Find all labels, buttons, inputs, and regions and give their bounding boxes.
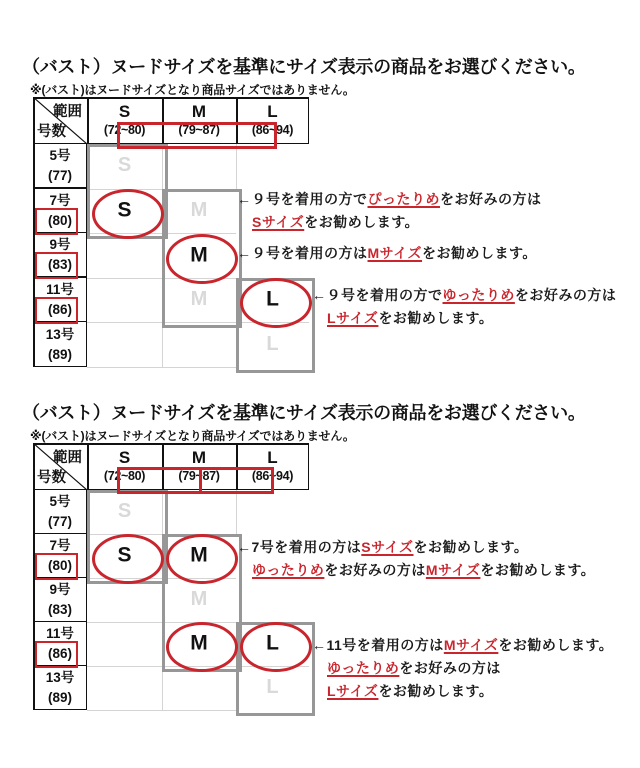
cell-size-letter-S: S — [117, 500, 132, 523]
annotation-text: をお好みの方は — [324, 562, 426, 578]
cell-size-letter-M: M — [190, 631, 208, 655]
header-size-label: L — [267, 448, 278, 467]
cell-size-letter-M: M — [190, 243, 208, 267]
corner-label-range: 範囲 — [53, 104, 82, 120]
header-bust-range: (79~87) — [178, 123, 220, 137]
annotation — [237, 536, 595, 582]
corner-label-gosu: 号数 — [37, 470, 66, 486]
chart2-note: ※(バスト)はヌードサイズとなり商品サイズではありません。 — [30, 429, 355, 443]
annotation-text: をお勧めします。 — [413, 539, 529, 555]
header-bust-range: (72~80) — [103, 123, 146, 137]
cell-size-letter-L: L — [266, 332, 279, 355]
annotation-line — [312, 634, 613, 657]
annotation-emphasis-text: ゆったりめ — [442, 287, 515, 303]
header-size-label: M — [191, 102, 207, 121]
row-size-number: 5号 — [49, 494, 71, 509]
annotation-text: をお好みの方は — [514, 287, 617, 303]
row-bust-value: (83) — [47, 257, 72, 273]
row-size-number: 11号 — [46, 626, 74, 641]
corner-label-gosu: 号数 — [37, 124, 66, 140]
header-bust-range: (86~94) — [251, 469, 294, 483]
annotation-emphasis-text: Mサイズ — [425, 562, 481, 578]
annotation-line — [252, 559, 595, 582]
row-size-number: 13号 — [45, 670, 75, 685]
row-size-number: 7号 — [49, 538, 71, 553]
annotation-text: ←９号を着用の方は — [237, 245, 368, 261]
annotation — [312, 634, 613, 703]
annotation-text: をお勧めします。 — [480, 562, 596, 578]
header-size-label: S — [118, 448, 131, 467]
bust-highlight-box — [35, 641, 78, 668]
annotation-emphasis-text: Lサイズ — [327, 310, 379, 326]
annotation-line — [237, 536, 595, 559]
cell-size-letter-M: M — [190, 543, 208, 567]
row-bust-value: (89) — [47, 690, 72, 705]
range-highlight-box — [199, 467, 274, 494]
row-size-number: 9号 — [49, 237, 71, 253]
row-bust-value: (86) — [47, 646, 72, 661]
annotation-text: ←９号を着用の方で — [312, 287, 443, 303]
annotation-emphasis-text: Lサイズ — [327, 683, 379, 699]
chart1-note: ※(バスト)はヌードサイズとなり商品サイズではありません。 — [30, 83, 355, 97]
annotation-emphasis-text: Mサイズ — [367, 245, 423, 261]
annotation-emphasis-text: Mサイズ — [443, 637, 499, 653]
annotation-line — [327, 680, 613, 703]
header-bust-range: (72~80) — [103, 469, 146, 483]
cell-size-letter-S: S — [117, 198, 132, 222]
bust-highlight-box — [35, 553, 78, 580]
chart1-title: （バスト）ヌードサイズを基準にサイズ表示の商品をお選びください。 — [22, 57, 586, 77]
annotation-text: をお勧めします。 — [498, 637, 614, 653]
grid-line — [236, 490, 237, 534]
row-bust-value: (77) — [47, 514, 72, 529]
annotation-line — [327, 657, 613, 680]
annotation-text: をお勧めします。 — [304, 214, 420, 230]
annotation-emphasis-text: Sサイズ — [252, 214, 305, 230]
annotation-emphasis-text: ゆったりめ — [327, 660, 400, 676]
annotation-text: をお勧めします。 — [422, 245, 537, 261]
cell-size-letter-S: S — [117, 543, 132, 567]
row-size-number: 9号 — [49, 582, 71, 597]
range-highlight-box — [117, 467, 202, 494]
row-bust-value: (77) — [47, 168, 72, 184]
row-bust-value: (83) — [47, 602, 72, 617]
row-size-number: 11号 — [46, 282, 74, 298]
header-corner-cell — [33, 443, 87, 490]
row-size-number: 5号 — [49, 148, 71, 164]
cell-size-letter-M: M — [190, 588, 208, 611]
annotation-text: をお好みの方は — [399, 660, 501, 676]
header-bust-range: (86~94) — [251, 123, 294, 137]
row-bust-value: (80) — [47, 212, 72, 228]
chart2-title: （バスト）ヌードサイズを基準にサイズ表示の商品をお選びください。 — [22, 403, 586, 423]
annotation-text: をお勧めします。 — [378, 310, 494, 326]
row-bust-value: (86) — [47, 302, 72, 318]
annotation-text: をお好みの方は — [440, 191, 542, 207]
cell-size-letter-L: L — [266, 631, 279, 655]
cell-size-letter-M: M — [190, 288, 208, 311]
row-size-number: 7号 — [49, 192, 71, 208]
annotation-emphasis-text: Sサイズ — [361, 539, 414, 555]
annotation-text: ←９号を着用の方で — [237, 191, 368, 207]
header-size-label: S — [118, 102, 131, 121]
grid-line — [87, 710, 236, 711]
annotation-text: ←7号を着用の方は — [237, 539, 362, 555]
annotation-emphasis-text: ゆったりめ — [252, 562, 325, 578]
annotation-text: ←11号を着用の方は — [312, 637, 444, 653]
header-bust-range: (79~87) — [178, 469, 220, 483]
annotation-emphasis-text: ぴったりめ — [367, 191, 440, 207]
corner-label-range: 範囲 — [53, 450, 82, 466]
row-bust-value: (80) — [47, 558, 72, 573]
row-size-number: 13号 — [45, 326, 75, 342]
row-bust-value: (89) — [47, 346, 72, 362]
annotation-text: をお勧めします。 — [378, 683, 494, 699]
row-label-9号 — [33, 578, 87, 622]
cell-size-letter-L: L — [266, 676, 279, 699]
cell-size-letter-M: M — [190, 198, 208, 221]
cell-size-letter-S: S — [117, 154, 132, 177]
cell-size-letter-L: L — [266, 287, 279, 311]
header-size-label: M — [191, 448, 207, 467]
header-size-label: L — [267, 102, 278, 121]
row-label-5号 — [33, 490, 87, 534]
row-label-13号 — [33, 666, 87, 710]
